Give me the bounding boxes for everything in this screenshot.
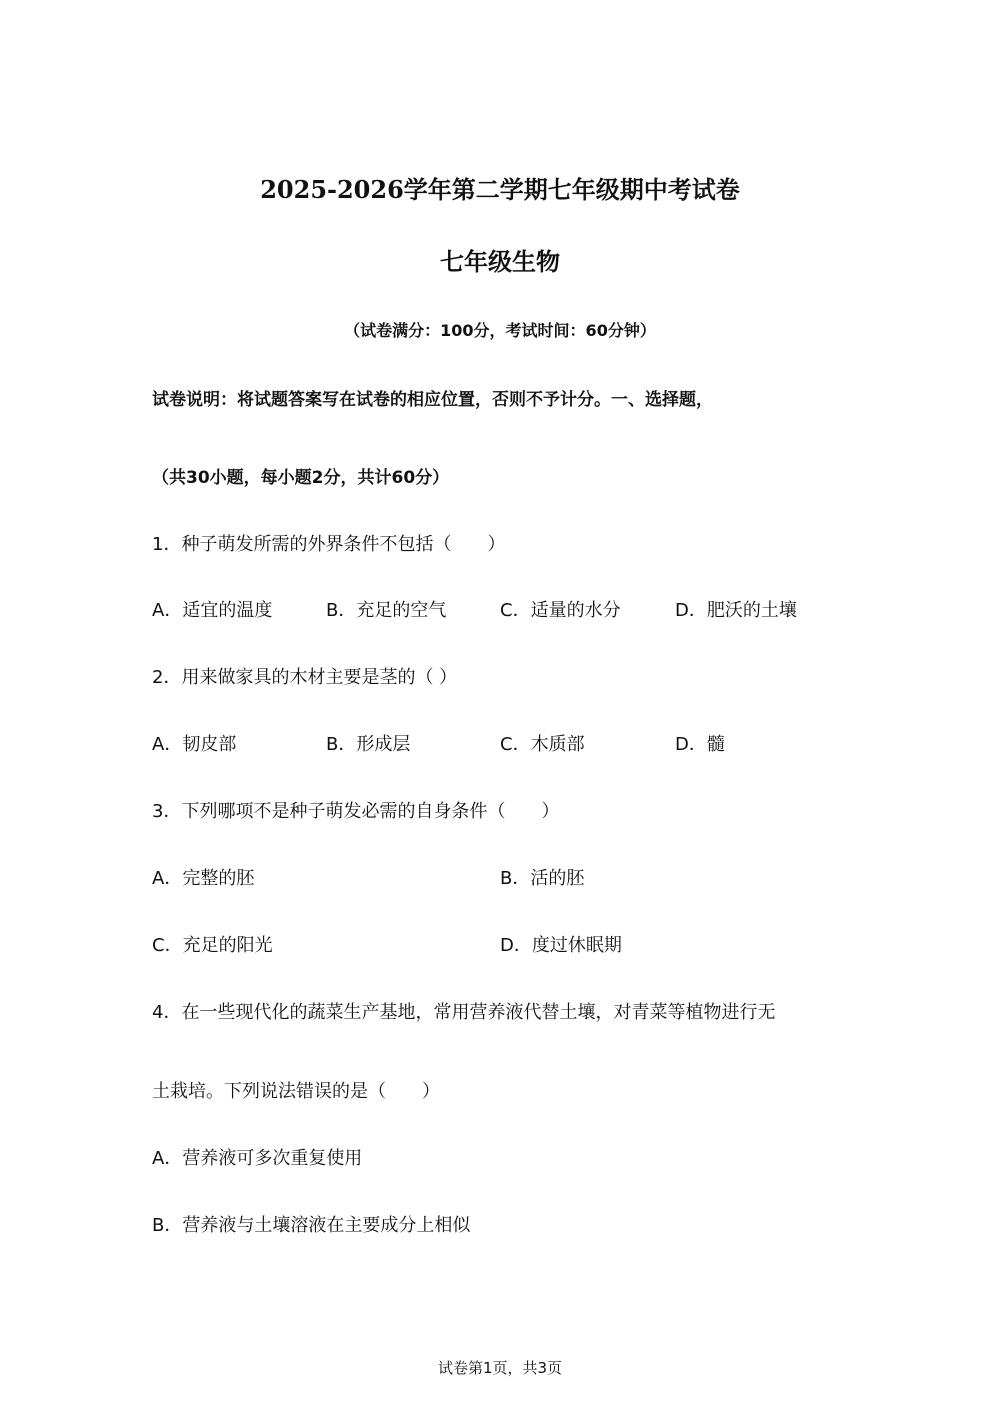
- page-footer: 试卷第1页，共3页: [437, 1359, 563, 1377]
- q2-option-b: B．形成层: [326, 734, 411, 755]
- q1-option-a: A．适宜的温度: [152, 600, 273, 621]
- question-4-stem-line1: 4．在一些现代化的蔬菜生产基地，常用营养液代替土壤，对青菜等植物进行无: [152, 1002, 776, 1023]
- q4-option-a: A．营养液可多次重复使用: [152, 1148, 363, 1169]
- q2-option-c: C．木质部: [500, 734, 585, 755]
- q1-option-b: B．充足的空气: [326, 600, 447, 621]
- subject-title: 七年级生物: [440, 247, 560, 276]
- q3-option-c: C．充足的阳光: [152, 935, 273, 956]
- q3-option-a: A．完整的胚: [152, 868, 255, 889]
- q2-option-a: A．韧皮部: [152, 734, 237, 755]
- q3-option-b: B．活的胚: [500, 868, 585, 889]
- question-3-stem: 3．下列哪项不是种子萌发必需的自身条件（ ）: [152, 801, 560, 822]
- question-4-stem-line2: 土栽培。下列说法错误的是（ ）: [152, 1081, 440, 1102]
- q1-option-d: D．肥沃的土壤: [675, 600, 797, 621]
- exam-instructions: 试卷说明：将试题答案写在试卷的相应位置，否则不予计分。一、选择题，: [152, 390, 713, 410]
- q3-option-d: D．度过休眠期: [500, 935, 622, 956]
- q1-option-c: C．适量的水分: [500, 600, 621, 621]
- q4-option-b: B．营养液与土壤溶液在主要成分上相似: [152, 1215, 471, 1236]
- q2-option-d: D．髓: [675, 734, 725, 755]
- exam-title: 2025-2026学年第二学期七年级期中考试卷: [260, 175, 740, 204]
- exam-info: （试卷满分：100分，考试时间：60分钟）: [344, 321, 656, 340]
- question-2-stem: 2．用来做家具的木材主要是茎的（ ）: [152, 667, 458, 688]
- question-1-stem: 1．种子萌发所需的外界条件不包括（ ）: [152, 534, 506, 555]
- section-note: （共30小题，每小题2分，共计60分）: [152, 468, 450, 488]
